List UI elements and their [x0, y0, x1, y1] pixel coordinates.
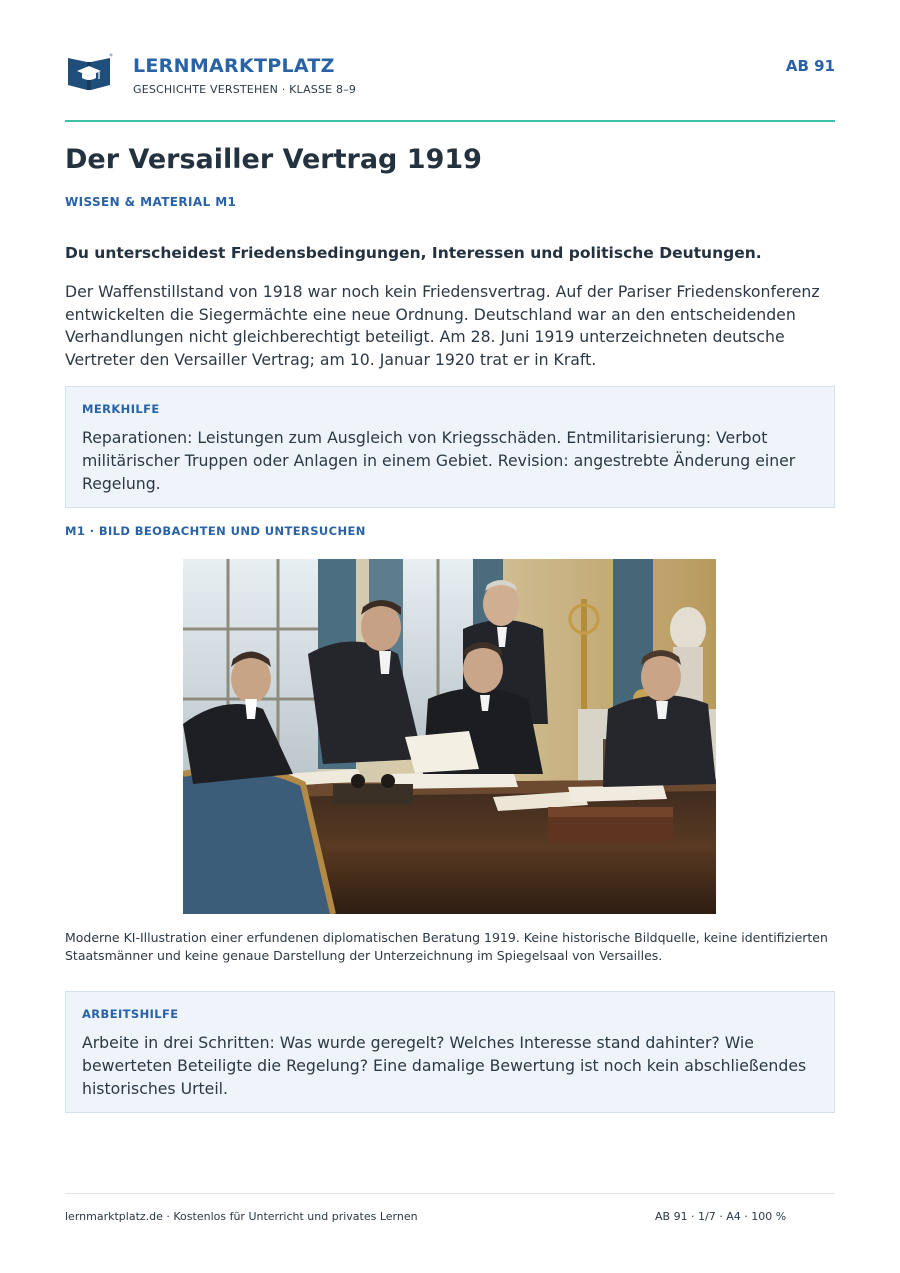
- intro-paragraph: Der Waffenstillstand von 1918 war noch kein Friedensvertrag. Auf der Pariser Friedenskonferenz entwickelten die Siegermächte eine neue Ordnung. Deutschland war an den entscheidenden Verhandlungen nicht gleichberechtigt beteiligt. Am 28. Juni 1919 unterzeichneten deutsche Vertreter den Versailler Vertrag; am 10. Januar 1920 trat er in Kraft.: [65, 282, 820, 369]
- merkhilfe-text: Reparationen: Leistungen zum Ausgleich von Kriegsschäden. Entmilitarisierung: Verbot militärischer Truppen oder Anlagen in einem Gebiet. Revision: angestrebte Änderung einer Regelung.: [82, 428, 796, 493]
- illustration-image: [183, 559, 716, 914]
- merkhilfe-box: [65, 386, 835, 508]
- section-label: WISSEN & MATERIAL M1: [65, 195, 237, 209]
- merkhilfe-label: MERKHILFE: [82, 402, 160, 416]
- material-label: M1 · BILD BEOBACHTEN UND UNTERSUCHEN: [65, 524, 366, 538]
- learning-goal: Du unterscheidest Friedensbedingungen, Interessen und politische Deutungen.: [65, 244, 762, 262]
- arbeitshilfe-text: Arbeite in drei Schritten: Was wurde geregelt? Welches Interesse stand dahinter? Wie bewerteten Beteiligte die Regelung? Eine damalige Bewertung ist noch kein abschließendes historisches Urteil.: [82, 1033, 807, 1098]
- page-header: [65, 52, 835, 102]
- image-caption: Moderne KI-Illustration einer erfundenen diplomatischen Beratung 1919. Keine historische Bildquelle, keine identifizierten Staatsmänner und keine genaue Darstellung der Unterzeichnung im Spiegelsaal von Versailles.: [65, 930, 828, 963]
- arbeitshilfe-label: ARBEITSHILFE: [82, 1007, 179, 1021]
- brand-subtitle: GESCHICHTE VERSTEHEN · KLASSE 8–9: [133, 83, 357, 96]
- footer-divider: [65, 1193, 835, 1194]
- footer-page-info: AB 91 · 1/7 · A4 · 100 %: [655, 1210, 787, 1223]
- header-divider: [65, 120, 835, 122]
- arbeitshilfe-box: [65, 991, 835, 1113]
- graduation-cap-book-icon: [65, 52, 113, 92]
- brand-name: LERNMARKTPLATZ: [133, 55, 335, 77]
- footer-site-info: lernmarktplatz.de · Kostenlos für Unterricht und privates Lernen: [65, 1210, 418, 1223]
- sheet-number: AB 91: [785, 57, 835, 75]
- page-title: Der Versailler Vertrag 1919: [65, 144, 482, 175]
